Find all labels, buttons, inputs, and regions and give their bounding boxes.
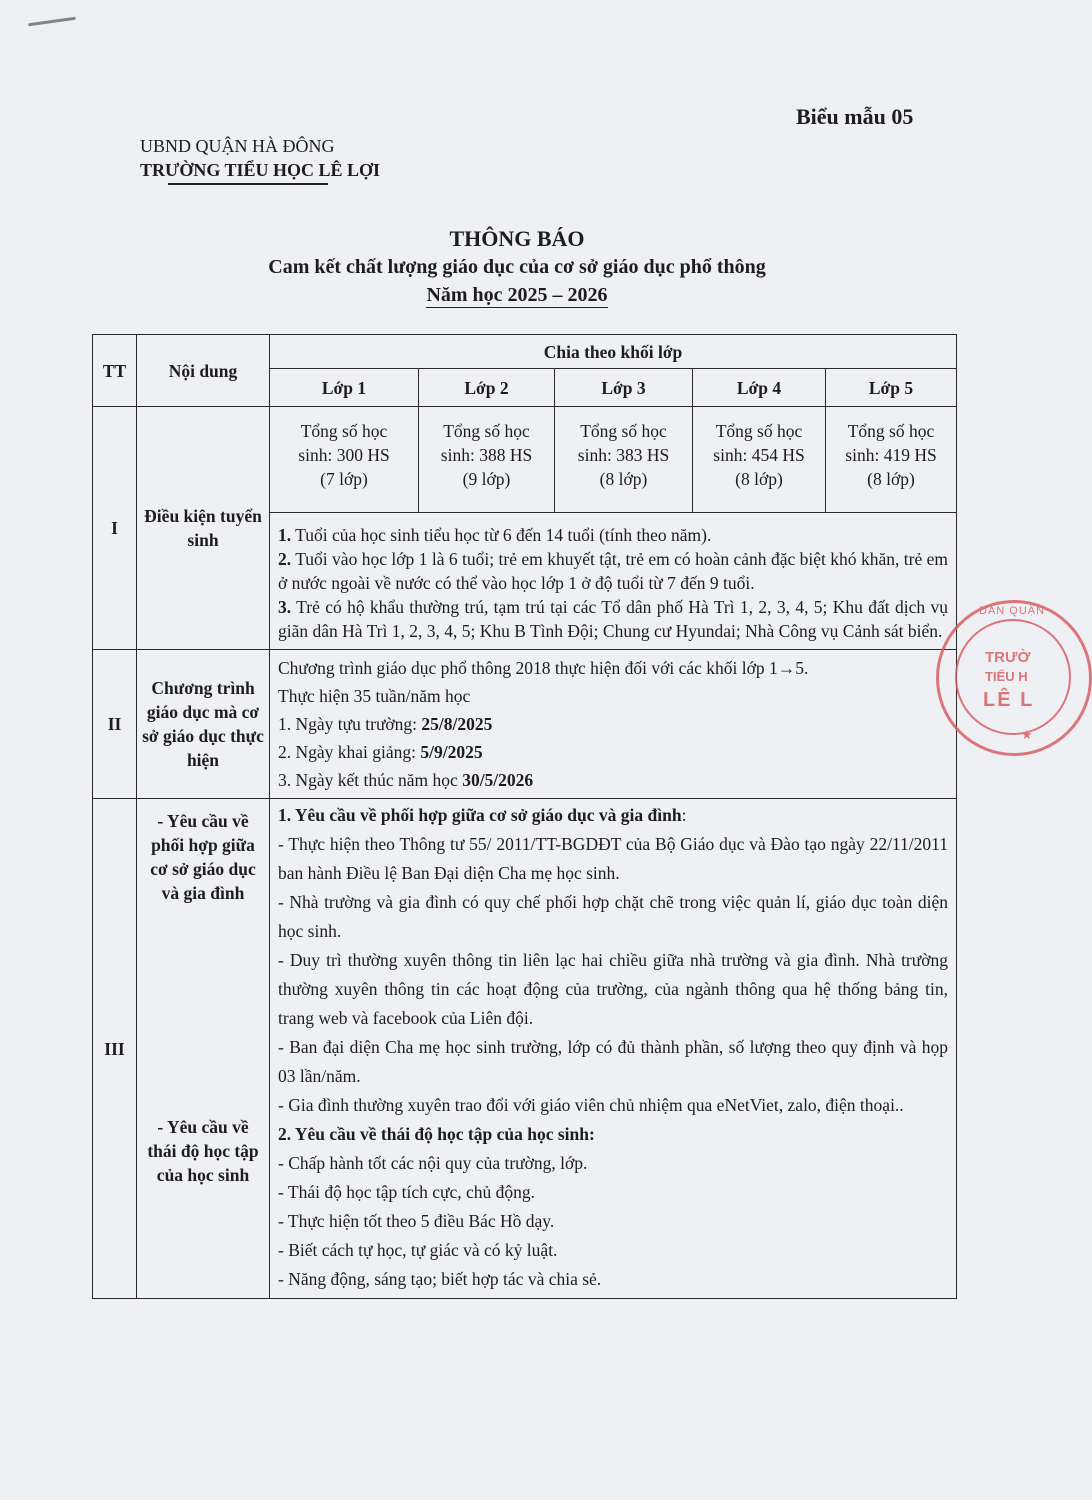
seal-text-1: TRƯỜ (985, 649, 1031, 666)
header-grade-3: Lớp 3 (555, 369, 693, 407)
stat-line: Tổng số học (443, 421, 530, 441)
admission-item-1 (278, 523, 948, 547)
admission-item-2 (278, 547, 948, 595)
req-b-item-4: - Biết cách tự học, tự giác và có kỷ luật. (278, 1240, 558, 1260)
item-number: 1. (278, 525, 292, 545)
stat-line: Tổng số học (847, 421, 935, 441)
stat-line: sinh: 383 HS (577, 445, 670, 465)
doc-year-text: Năm học 2025 – 2026 (426, 284, 608, 306)
section-2-number: II (93, 650, 137, 799)
admission-conditions (270, 513, 957, 650)
stat-line: Tổng số học (300, 421, 388, 441)
section-1-label: Điều kiện tuyển sinh (137, 407, 270, 650)
header-grade-1: Lớp 1 (270, 369, 419, 407)
req-heading-a (278, 801, 948, 830)
req-a-item-4: - Ban đại diện Cha mẹ học sinh trường, lớp có đủ thành phần, số lượng theo quy định và họp 03 lần/năm. (278, 1037, 948, 1086)
education-program (270, 650, 957, 799)
grade-stat-2 (419, 407, 555, 513)
heading-tail: : (681, 805, 687, 825)
grade-stat-1 (270, 407, 419, 513)
stat-line: sinh: 454 HS (713, 445, 805, 465)
header-content: Nội dung (137, 335, 270, 407)
req-b-item-2: - Thái độ học tập tích cực, chủ động. (278, 1182, 536, 1202)
org-line-2: TRƯỜNG TIỂU HỌC LÊ LỢI (140, 160, 381, 180)
date-end (278, 766, 948, 794)
header-grade-group: Chia theo khối lớp (270, 335, 957, 369)
item-text: Tuổi của học sinh tiểu học từ 6 đến 14 tuổi (tính theo năm). (291, 525, 712, 545)
date-opening-ceremony (278, 738, 948, 766)
heading-text: 1. Yêu cầu về phối hợp giữa cơ sở giáo dục và gia đình (278, 805, 682, 825)
stat-line: (7 lớp) (320, 469, 368, 489)
official-seal (936, 600, 1092, 756)
item-text: Trẻ có hộ khẩu thường trú, tạm trú tại các Tổ dân phố Hà Trì 1, 2, 3, 4, 5; Khu đất dịch vụ giãn dân Hà Trì 1, 2, 3, 4, 5; Khu B Tình Đội; Chung cư Hyundai; Nhà Công vụ Cảnh sát biển. (278, 597, 948, 641)
doc-year (0, 284, 1034, 307)
doc-title: THÔNG BÁO (449, 226, 585, 251)
req-b-item-1: - Chấp hành tốt các nội quy của trường, lớp. (278, 1153, 588, 1173)
form-number: Biểu mẫu 05 (796, 104, 914, 129)
section-3-label-b: - Yêu cầu về thái độ học tập của học sinh (147, 1117, 259, 1185)
req-a-item-1: - Thực hiện theo Thông tư 55/ 2011/TT-BGDĐT của Bộ Giáo dục và Đào tạo ngày 22/11/2011 ban hành Điều lệ Ban Đại diện Cha mẹ học sinh. (278, 834, 948, 883)
stat-line: (8 lớp) (867, 469, 915, 489)
req-a-item-5: - Gia đình thường xuyên trao đổi với giáo viên chủ nhiệm qua eNetViet, zalo, điện thoại.. (278, 1095, 904, 1115)
item-number: 3. (278, 597, 292, 617)
doc-subtitle: Cam kết chất lượng giáo dục của cơ sở giáo dục phổ thông (268, 256, 766, 278)
stat-line: sinh: 419 HS (845, 445, 937, 465)
stat-line: (8 lớp) (735, 469, 783, 489)
grade-stat-3 (555, 407, 693, 513)
date-value: 25/8/2025 (421, 714, 493, 734)
req-b-item-3: - Thực hiện tốt theo 5 điều Bác Hồ dạy. (278, 1211, 555, 1231)
section-1-number: I (93, 407, 137, 650)
seal-star-icon: ★ (1021, 727, 1033, 742)
section-3-labels (137, 799, 270, 1299)
date-value: 30/5/2026 (462, 770, 534, 790)
stat-line: (9 lớp) (462, 469, 511, 489)
header-grade-4: Lớp 4 (693, 369, 826, 407)
req-a-item-2: - Nhà trường và gia đình có quy chế phối hợp chặt chẽ trong việc quản lí, giáo dục toàn diện học sinh. (278, 892, 948, 941)
grade-stat-4 (693, 407, 826, 513)
section-2-label: Chương trình giáo dục mà cơ sở giáo dục thực hiện (137, 650, 270, 799)
stat-line: (8 lớp) (599, 469, 648, 489)
section-3-number: III (93, 799, 137, 1299)
program-line-1: Chương trình giáo dục phổ thông 2018 thực hiện đối với các khối lớp 1→5. (278, 658, 809, 678)
org-underline (168, 183, 328, 185)
date-label: 1. Ngày tựu trường: (278, 714, 422, 734)
date-label: 3. Ngày kết thúc năm học (278, 770, 463, 790)
item-text: Tuổi vào học lớp 1 là 6 tuổi; trẻ em khuyết tật, trẻ em có hoàn cảnh đặc biệt khó khăn, trẻ em ở nước ngoài về nước có thể vào học lớp 1 ở độ tuổi từ 7 đến 9 tuổi. (278, 549, 948, 593)
header-grade-2: Lớp 2 (419, 369, 555, 407)
section-3-label-a: - Yêu cầu về phối hợp giữa cơ sở giáo dục và gia đình (150, 811, 256, 903)
header-tt: TT (93, 335, 137, 407)
stat-line: Tổng số học (580, 421, 667, 441)
commitment-table (92, 334, 957, 1299)
grade-stat-5 (826, 407, 957, 513)
organization-header (140, 134, 380, 182)
requirements (270, 799, 957, 1299)
pen-mark (28, 17, 76, 27)
seal-text-3: LÊ L (983, 689, 1035, 711)
stat-line: Tổng số học (715, 421, 803, 441)
program-line-2: Thực hiện 35 tuần/năm học (278, 686, 471, 706)
org-line-1: UBND QUẬN HÀ ĐÔNG (140, 136, 335, 156)
date-label: 2. Ngày khai giảng: (278, 742, 421, 762)
date-open (278, 710, 948, 738)
item-number: 2. (278, 549, 292, 569)
date-value: 5/9/2025 (420, 742, 483, 762)
stat-line: sinh: 300 HS (298, 445, 390, 465)
req-heading-b (278, 1120, 948, 1149)
req-a-item-3: - Duy trì thường xuyên thông tin liên lạc hai chiều giữa nhà trường và gia đình. Nhà trường thường xuyên thông tin các hoạt động của trường, của ngành thông qua hệ thống bảng tin, trang web và facebook của Liên đội. (278, 950, 948, 1028)
req-b-item-5: - Năng động, sáng tạo; biết hợp tác và chia sẻ. (278, 1269, 602, 1289)
heading-text: 2. Yêu cầu về thái độ học tập của học sinh: (278, 1124, 595, 1144)
label-spacer (141, 905, 265, 1115)
seal-text-2: TIỂU H (985, 669, 1028, 684)
admission-item-3 (278, 595, 948, 643)
seal-ring-text: DÂN QUẬN (979, 605, 1046, 617)
stat-line: sinh: 388 HS (440, 445, 533, 465)
header-grade-5: Lớp 5 (826, 369, 957, 407)
